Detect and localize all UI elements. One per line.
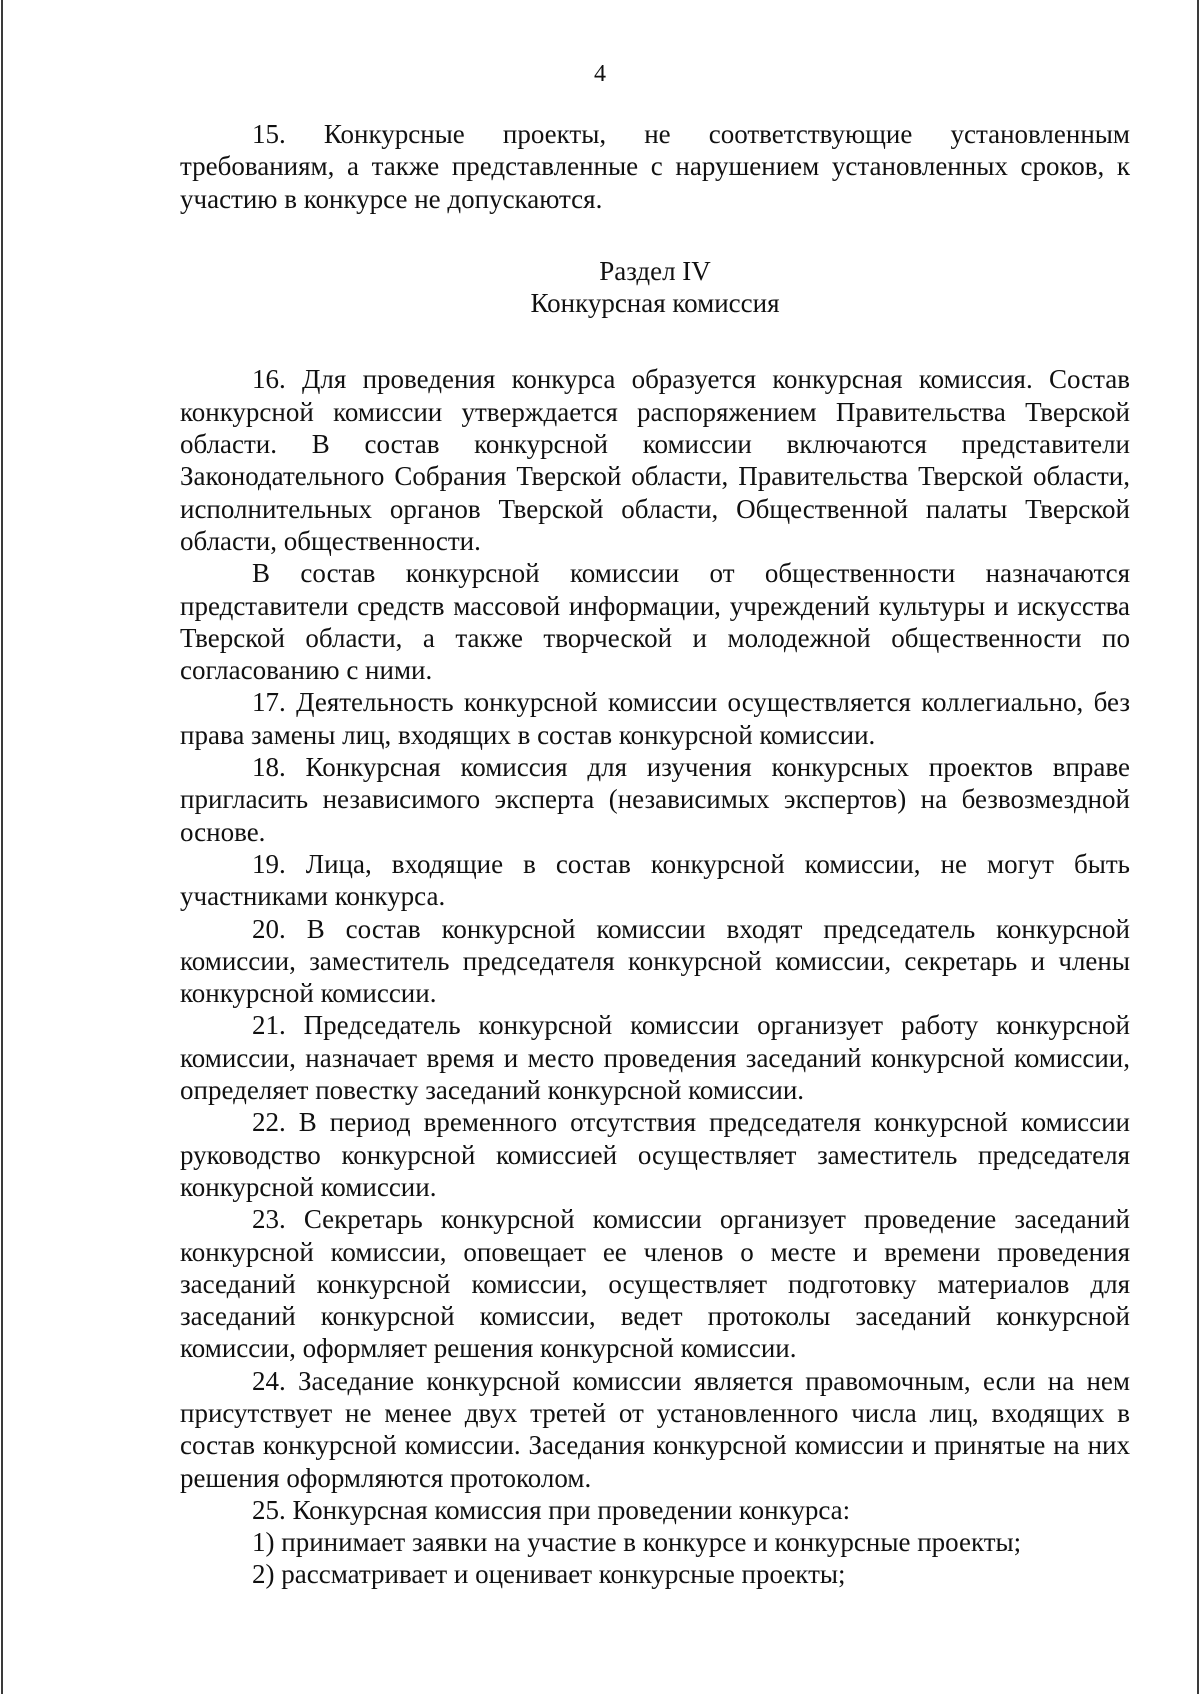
- section-title: Конкурсная комиссия: [530, 288, 780, 319]
- list-item: 2) рассматривает и оценивает конкурсные проекты;: [252, 1559, 846, 1590]
- paragraph-16: 16. Для проведения конкурса образуется конкурсная комиссия. Состав конкурсной комиссии утверждается распоряжением Правительства Тверской области. В состав конкурсной комиссии включаются представители Законодательного Собрания Тверской области, Правительства Тверской области, исполнительных органов Тверской области, Общественной палаты Тверской области, общественности.: [180, 364, 1130, 556]
- paragraph-22: 22. В период временного отсутствия председателя конкурсной комиссии руководство конкурсной комиссией осуществляет заместитель председателя конкурсной комиссии.: [180, 1107, 1130, 1202]
- scan-right-edge: [1197, 0, 1199, 1694]
- paragraph-20: 20. В состав конкурсной комиссии входят председатель конкурсной комиссии, заместитель председателя конкурсной комиссии, секретарь и члены конкурсной комиссии.: [180, 913, 1130, 1009]
- paragraph-25-intro: 25. Конкурсная комиссия при проведении конкурса:: [252, 1494, 851, 1525]
- paragraph-18: 18. Конкурсная комиссия для изучения конкурсных проектов вправе пригласить независимого эксперта (независимых экспертов) на безвозмездной основе.: [180, 752, 1130, 847]
- paragraph-16-continued: В состав конкурсной комиссии от общественности назначаются представители средств массовой информации, учреждений культуры и искусства Тверской области, а также творческой и молодежной общественности по согласованию с ними.: [180, 558, 1130, 686]
- paragraph-24: 24. Заседание конкурсной комиссии является правомочным, если на нем присутствует не менее двух третей от установленного числа лиц, входящих в состав конкурсной комиссии. Заседания конкурсной комиссии и принятые на них решения оформляются протоколом.: [180, 1365, 1130, 1493]
- paragraph-19: 19. Лица, входящие в состав конкурсной комиссии, не могут быть участниками конкурса.: [180, 848, 1130, 912]
- section-label: Раздел IV: [599, 255, 711, 286]
- section-heading: [180, 255, 1130, 320]
- scan-left-edge: [1, 0, 3, 1694]
- paragraph-21: 21. Председатель конкурсной комиссии организует работу конкурсной комиссии, назначает время и место проведения заседаний конкурсной комиссии, определяет повестку заседаний конкурсной комиссии.: [180, 1010, 1130, 1106]
- page-number: 4: [594, 61, 606, 87]
- paragraph-15: 15. Конкурсные проекты, не соответствующие установленным требованиям, а также представленные с нарушением установленных сроков, к участию в конкурсе не допускаются.: [180, 119, 1130, 214]
- list-item: 1) принимает заявки на участие в конкурсе и конкурсные проекты;: [252, 1527, 1022, 1558]
- paragraph-17: 17. Деятельность конкурсной комиссии осуществляется коллегиально, без права замены лиц, входящих в состав конкурсной комиссии.: [180, 687, 1130, 750]
- document-body: [180, 118, 1130, 1591]
- paragraph-23: 23. Секретарь конкурсной комиссии организует проведение заседаний конкурсной комиссии, оповещает ее членов о месте и времени проведения заседаний конкурсной комиссии, осуществляет подготовку материалов для заседаний конкурсной комиссии, ведет протоколы заседаний конкурсной комиссии, оформляет решения конкурсной комиссии.: [180, 1204, 1130, 1364]
